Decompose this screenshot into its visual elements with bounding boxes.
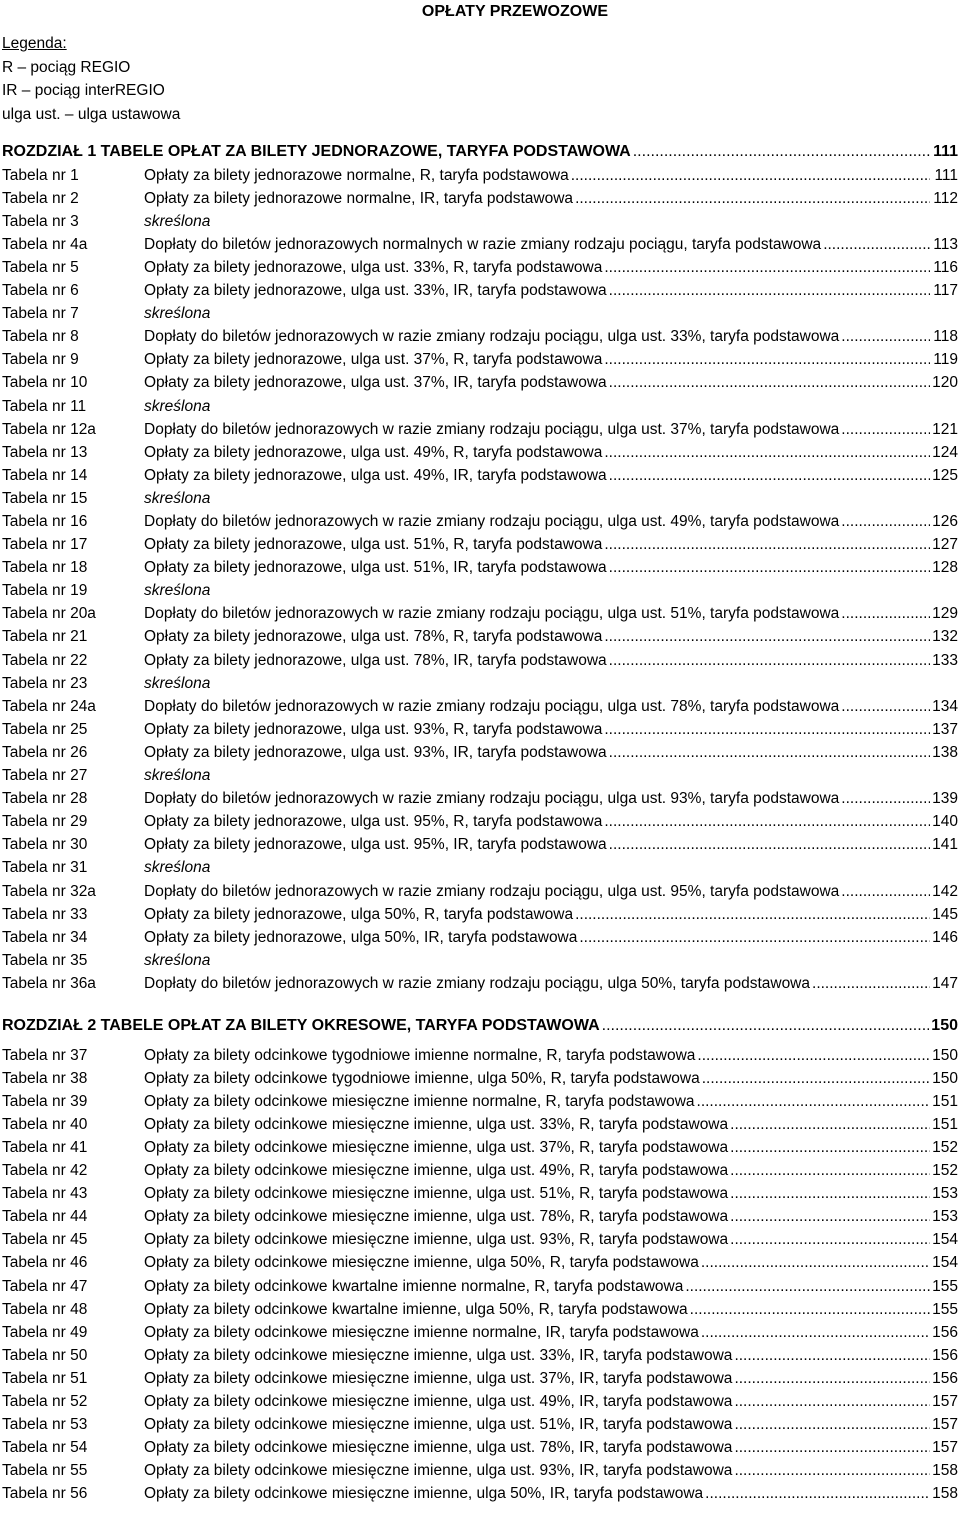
leader-dots — [730, 1231, 930, 1249]
table-page: 156 — [932, 1369, 958, 1387]
table-number: Tabela nr 40 — [2, 1115, 88, 1133]
table-description: Opłaty za bilety jednorazowe, ulga ust. 78%, R, taryfa podstawowa — [144, 628, 603, 646]
table-page: 153 — [932, 1185, 958, 1203]
toc-row[interactable] — [2, 421, 958, 444]
table-page: 139 — [932, 790, 958, 808]
chapter-page: 111 — [933, 143, 958, 160]
leader-dots — [604, 813, 930, 831]
table-number: Tabela nr 5 — [2, 258, 79, 276]
leader-dots — [730, 1116, 930, 1134]
table-number: Tabela nr 19 — [2, 582, 88, 600]
table-description: skreślona — [144, 397, 211, 415]
toc-row[interactable] — [2, 1278, 958, 1301]
table-page: 128 — [932, 559, 958, 577]
toc-row[interactable] — [2, 351, 958, 374]
table-description: Opłaty za bilety jednorazowe, ulga 50%, IR, taryfa podstawowa — [144, 928, 578, 946]
toc-row[interactable] — [2, 467, 958, 490]
table-number: Tabela nr 42 — [2, 1162, 88, 1180]
table-page: 111 — [934, 166, 958, 184]
table-description: Opłaty za bilety jednorazowe, ulga ust. 37%, R, taryfa podstawowa — [144, 351, 603, 369]
toc-row[interactable] — [2, 652, 958, 675]
leader-dots — [841, 605, 930, 623]
table-page: 151 — [932, 1115, 958, 1133]
table-page: 134 — [932, 697, 958, 715]
table-number: Tabela nr 56 — [2, 1485, 88, 1503]
leader-dots — [705, 1485, 930, 1503]
toc-row[interactable] — [2, 1070, 958, 1093]
table-number: Tabela nr 11 — [2, 397, 87, 415]
leader-dots — [609, 467, 930, 485]
table-description: Opłaty za bilety jednorazowe normalne, IR, taryfa podstawowa — [144, 189, 574, 207]
leader-dots — [730, 1162, 930, 1180]
table-description: skreślona — [144, 674, 211, 692]
table-description: skreślona — [144, 767, 211, 785]
toc-row[interactable] — [2, 1439, 958, 1462]
table-description: Opłaty za bilety odcinkowe kwartalne imienne, ulga 50%, R, taryfa podstawowa — [144, 1300, 688, 1318]
leader-dots — [841, 790, 930, 808]
chapter-title: ROZDZIAŁ 1 TABELE OPŁAT ZA BILETY JEDNORAZOWE, TARYFA PODSTAWOWA — [2, 143, 631, 160]
chapter-heading[interactable] — [2, 143, 958, 167]
table-description: Dopłaty do biletów jednorazowych w razie zmiany rodzaju pociągu, ulga ust. 95%, taryfa podstawowa — [144, 882, 840, 900]
toc-row[interactable] — [2, 374, 958, 397]
toc-row[interactable] — [2, 167, 958, 190]
toc-row[interactable] — [2, 628, 958, 651]
legend-heading: Legenda: — [2, 35, 67, 52]
toc-row[interactable] — [2, 559, 958, 582]
table-page: 129 — [932, 605, 958, 623]
toc-row[interactable] — [2, 698, 958, 721]
table-description: Dopłaty do biletów jednorazowych w razie zmiany rodzaju pociągu, ulga ust. 51%, taryfa podstawowa — [144, 605, 840, 623]
leader-dots — [734, 1347, 930, 1365]
toc-row — [2, 582, 958, 605]
table-number: Tabela nr 34 — [2, 928, 88, 946]
toc-row[interactable] — [2, 328, 958, 351]
table-number: Tabela nr 26 — [2, 743, 88, 761]
toc-row[interactable] — [2, 190, 958, 213]
table-number: Tabela nr 39 — [2, 1092, 88, 1110]
table-number: Tabela nr 8 — [2, 328, 79, 346]
table-number: Tabela nr 1 — [2, 166, 79, 184]
table-description: Opłaty za bilety odcinkowe miesięczne imienne, ulga ust. 78%, IR, taryfa podstawowa — [144, 1439, 733, 1457]
table-description: Opłaty za bilety jednorazowe, ulga ust. 93%, R, taryfa podstawowa — [144, 720, 603, 738]
toc-row[interactable] — [2, 1116, 958, 1139]
table-page: 133 — [932, 651, 958, 669]
table-number: Tabela nr 25 — [2, 720, 88, 738]
table-page: 145 — [932, 905, 958, 923]
table-description: Opłaty za bilety jednorazowe, ulga 50%, R, taryfa podstawowa — [144, 905, 574, 923]
table-description: Opłaty za bilety odcinkowe miesięczne imienne, ulga 50%, IR, taryfa podstawowa — [144, 1485, 704, 1503]
toc-row[interactable] — [2, 536, 958, 559]
table-description: Opłaty za bilety jednorazowe, ulga ust. 93%, IR, taryfa podstawowa — [144, 743, 607, 761]
table-number: Tabela nr 23 — [2, 674, 88, 692]
table-number: Tabela nr 54 — [2, 1439, 88, 1457]
table-page: 157 — [932, 1439, 958, 1457]
table-description: Opłaty za bilety odcinkowe miesięczne imienne, ulga ust. 93%, IR, taryfa podstawowa — [144, 1462, 733, 1480]
leader-dots — [841, 513, 930, 531]
table-page: 116 — [933, 258, 958, 276]
leader-dots — [609, 836, 930, 854]
table-number: Tabela nr 43 — [2, 1185, 88, 1203]
leader-dots — [841, 328, 930, 346]
toc-row[interactable] — [2, 836, 958, 859]
table-number: Tabela nr 22 — [2, 651, 88, 669]
toc-row[interactable] — [2, 1324, 958, 1347]
table-description: skreślona — [144, 305, 211, 323]
table-description: Opłaty za bilety odcinkowe miesięczne imienne, ulga ust. 33%, IR, taryfa podstawowa — [144, 1346, 733, 1364]
table-description: Opłaty za bilety odcinkowe tygodniowe imienne normalne, R, taryfa podstawowa — [144, 1046, 696, 1064]
leader-dots — [697, 1047, 930, 1065]
table-number: Tabela nr 47 — [2, 1277, 88, 1295]
table-description: Dopłaty do biletów jednorazowych w razie zmiany rodzaju pociągu, ulga 50%, taryfa podstawowa — [144, 974, 811, 992]
leader-dots — [604, 444, 930, 462]
toc-row[interactable] — [2, 721, 958, 744]
table-number: Tabela nr 31 — [2, 859, 88, 877]
table-page: 147 — [932, 974, 958, 992]
table-description: Opłaty za bilety jednorazowe, ulga ust. 51%, IR, taryfa podstawowa — [144, 559, 607, 577]
table-description: Dopłaty do biletów jednorazowych w razie zmiany rodzaju pociągu, ulga ust. 49%, taryfa podstawowa — [144, 513, 840, 530]
table-description: Opłaty za bilety jednorazowe, ulga ust. 95%, IR, taryfa podstawowa — [144, 836, 607, 854]
table-number: Tabela nr 44 — [2, 1208, 88, 1226]
table-description: Opłaty za bilety odcinkowe miesięczne imienne, ulga ust. 78%, R, taryfa podstawowa — [144, 1208, 729, 1226]
toc-row[interactable] — [2, 1093, 958, 1116]
table-page: 152 — [932, 1162, 958, 1180]
table-page: 117 — [933, 282, 958, 300]
table-number: Tabela nr 51 — [2, 1369, 88, 1387]
legend-item: ulga ust. – ulga ustawowa — [2, 105, 181, 123]
table-description: Opłaty za bilety odcinkowe miesięczne imienne, ulga ust. 49%, IR, taryfa podstawowa — [144, 1392, 733, 1410]
table-page: 127 — [932, 536, 958, 554]
leader-dots — [730, 1208, 930, 1226]
table-page: 146 — [932, 928, 958, 946]
table-number: Tabela nr 16 — [2, 513, 88, 530]
table-number: Tabela nr 46 — [2, 1254, 88, 1272]
table-number: Tabela nr 33 — [2, 905, 88, 923]
table-page: 138 — [932, 743, 958, 761]
table-page: 124 — [932, 443, 958, 461]
leader-dots — [841, 883, 930, 901]
toc-row — [2, 305, 958, 328]
toc-row[interactable] — [2, 975, 958, 998]
table-description: Opłaty za bilety jednorazowe, ulga ust. 78%, IR, taryfa podstawowa — [144, 651, 607, 669]
table-page: 132 — [932, 628, 958, 646]
table-page: 142 — [932, 882, 958, 900]
chapter-heading[interactable] — [2, 1017, 958, 1041]
table-page: 156 — [932, 1346, 958, 1364]
toc-row[interactable] — [2, 813, 958, 836]
table-description: Opłaty za bilety odcinkowe miesięczne imienne, ulga ust. 37%, IR, taryfa podstawowa — [144, 1369, 733, 1387]
table-description: Dopłaty do biletów jednorazowych w razie zmiany rodzaju pociągu, ulga ust. 37%, taryfa podstawowa — [144, 420, 840, 438]
table-description: Opłaty za bilety odcinkowe miesięczne imienne, ulga ust. 51%, IR, taryfa podstawowa — [144, 1416, 733, 1434]
table-page: 112 — [933, 189, 958, 207]
table-number: Tabela nr 53 — [2, 1416, 88, 1434]
leader-dots — [579, 929, 930, 947]
table-description: Dopłaty do biletów jednorazowych w razie zmiany rodzaju pociągu, ulga ust. 93%, taryfa podstawowa — [144, 790, 840, 808]
table-number: Tabela nr 38 — [2, 1069, 88, 1087]
leader-dots — [734, 1462, 930, 1480]
table-number: Tabela nr 2 — [2, 189, 79, 207]
table-number: Tabela nr 36a — [2, 974, 96, 992]
table-number: Tabela nr 50 — [2, 1346, 88, 1364]
table-description: skreślona — [144, 951, 211, 969]
table-description: Opłaty za bilety odcinkowe miesięczne imienne normalne, R, taryfa podstawowa — [144, 1092, 695, 1110]
table-description: Opłaty za bilety odcinkowe miesięczne imienne, ulga ust. 93%, R, taryfa podstawowa — [144, 1231, 729, 1249]
table-number: Tabela nr 7 — [2, 305, 79, 323]
legend — [2, 32, 180, 126]
leader-dots — [734, 1416, 930, 1434]
leader-dots — [604, 536, 930, 554]
leader-dots — [701, 1254, 930, 1272]
table-number: Tabela nr 20a — [2, 605, 96, 623]
table-page: 118 — [933, 328, 958, 346]
leader-dots — [604, 628, 930, 646]
leader-dots — [730, 1139, 930, 1157]
table-description: Dopłaty do biletów jednorazowych w razie zmiany rodzaju pociągu, ulga ust. 78%, taryfa podstawowa — [144, 697, 840, 715]
toc-row[interactable] — [2, 906, 958, 929]
toc-row[interactable] — [2, 1208, 958, 1231]
chapter-spacer — [2, 998, 958, 1017]
toc-row[interactable] — [2, 605, 958, 628]
table-number: Tabela nr 13 — [2, 443, 88, 461]
table-number: Tabela nr 28 — [2, 790, 88, 808]
toc-row — [2, 213, 958, 236]
table-page: 121 — [932, 420, 958, 438]
toc-row[interactable] — [2, 1485, 958, 1508]
table-description: Opłaty za bilety jednorazowe, ulga ust. 51%, R, taryfa podstawowa — [144, 536, 603, 554]
table-description: skreślona — [144, 859, 211, 877]
leader-dots — [571, 167, 930, 185]
table-number: Tabela nr 21 — [2, 628, 88, 646]
table-description: skreślona — [144, 489, 211, 507]
toc-row[interactable] — [2, 1162, 958, 1185]
toc-row[interactable] — [2, 513, 958, 536]
table-number: Tabela nr 48 — [2, 1300, 88, 1318]
table-page: 141 — [932, 836, 958, 854]
table-description: Opłaty za bilety odcinkowe miesięczne imienne, ulga ust. 51%, R, taryfa podstawowa — [144, 1185, 729, 1203]
toc-row — [2, 675, 958, 698]
toc-row[interactable] — [2, 929, 958, 952]
table-page: 119 — [933, 351, 958, 369]
legend-item: R – pociąg REGIO — [2, 58, 131, 76]
leader-dots — [604, 259, 930, 277]
table-page: 155 — [932, 1300, 958, 1318]
toc-row[interactable] — [2, 1370, 958, 1393]
toc-row[interactable] — [2, 259, 958, 282]
table-number: Tabela nr 29 — [2, 813, 88, 831]
table-number: Tabela nr 37 — [2, 1046, 88, 1064]
leader-dots — [575, 906, 930, 924]
table-number: Tabela nr 14 — [2, 466, 88, 484]
leader-dots — [604, 351, 930, 369]
table-number: Tabela nr 12a — [2, 420, 96, 438]
leader-dots — [701, 1324, 930, 1342]
table-page: 120 — [932, 374, 958, 392]
table-description: Opłaty za bilety odcinkowe miesięczne imienne, ulga ust. 37%, R, taryfa podstawowa — [144, 1138, 729, 1156]
leader-dots — [609, 652, 930, 670]
table-number: Tabela nr 24a — [2, 697, 96, 715]
table-description: Opłaty za bilety odcinkowe miesięczne imienne normalne, IR, taryfa podstawowa — [144, 1323, 699, 1341]
table-description: Opłaty za bilety odcinkowe miesięczne imienne, ulga ust. 33%, R, taryfa podstawowa — [144, 1115, 729, 1133]
table-number: Tabela nr 49 — [2, 1323, 88, 1341]
leader-dots — [633, 143, 930, 161]
table-number: Tabela nr 32a — [2, 882, 96, 900]
toc-row[interactable] — [2, 236, 958, 259]
table-number: Tabela nr 41 — [2, 1138, 88, 1156]
table-number: Tabela nr 3 — [2, 212, 79, 230]
leader-dots — [841, 421, 930, 439]
leader-dots — [730, 1185, 930, 1203]
leader-dots — [609, 374, 930, 392]
table-number: Tabela nr 9 — [2, 351, 79, 369]
toc-row[interactable] — [2, 1047, 958, 1070]
table-page: 126 — [932, 513, 958, 530]
leader-dots — [690, 1301, 930, 1319]
toc-row[interactable] — [2, 1231, 958, 1254]
table-number: Tabela nr 35 — [2, 951, 88, 969]
table-number: Tabela nr 17 — [2, 536, 88, 554]
page-title: OPŁATY PRZEWOZOWE — [421, 3, 608, 20]
table-number: Tabela nr 30 — [2, 836, 88, 854]
chapter-title: ROZDZIAŁ 2 TABELE OPŁAT ZA BILETY OKRESOWE, TARYFA PODSTAWOWA — [2, 1016, 600, 1034]
table-description: Opłaty za bilety jednorazowe, ulga ust. 49%, R, taryfa podstawowa — [144, 443, 603, 461]
table-description: Opłaty za bilety odcinkowe kwartalne imienne normalne, R, taryfa podstawowa — [144, 1277, 684, 1295]
leader-dots — [697, 1093, 930, 1111]
table-description: Opłaty za bilety odcinkowe miesięczne imienne, ulga ust. 49%, R, taryfa podstawowa — [144, 1162, 729, 1180]
toc-row[interactable] — [2, 444, 958, 467]
toc-row — [2, 859, 958, 882]
leader-dots — [812, 975, 930, 993]
toc-row[interactable] — [2, 1393, 958, 1416]
table-number: Tabela nr 10 — [2, 374, 88, 392]
table-page: 158 — [932, 1462, 958, 1480]
table-page: 155 — [932, 1277, 958, 1295]
leader-dots — [602, 1017, 930, 1035]
toc-row — [2, 398, 958, 421]
table-page: 140 — [932, 813, 958, 831]
table-page: 150 — [932, 1069, 958, 1087]
table-page: 150 — [932, 1046, 958, 1064]
leader-dots — [609, 282, 930, 300]
table-page: 152 — [932, 1138, 958, 1156]
table-description: Opłaty za bilety jednorazowe, ulga ust. 37%, IR, taryfa podstawowa — [144, 374, 607, 392]
leader-dots — [734, 1393, 930, 1411]
table-page: 157 — [932, 1392, 958, 1410]
table-description: Opłaty za bilety jednorazowe normalne, R, taryfa podstawowa — [144, 166, 569, 184]
table-number: Tabela nr 55 — [2, 1462, 88, 1480]
toc-row — [2, 767, 958, 790]
table-description: Opłaty za bilety jednorazowe, ulga ust. 33%, R, taryfa podstawowa — [144, 258, 603, 276]
table-number: Tabela nr 45 — [2, 1231, 88, 1249]
table-description: Opłaty za bilety odcinkowe tygodniowe imienne, ulga 50%, R, taryfa podstawowa — [144, 1069, 700, 1087]
table-number: Tabela nr 6 — [2, 282, 79, 300]
leader-dots — [734, 1439, 930, 1457]
table-description: skreślona — [144, 582, 211, 600]
toc-row[interactable] — [2, 1416, 958, 1439]
table-description: Opłaty za bilety jednorazowe, ulga ust. 49%, IR, taryfa podstawowa — [144, 466, 607, 484]
leader-dots — [609, 744, 930, 762]
toc-row — [2, 490, 958, 513]
leader-dots — [702, 1070, 930, 1088]
table-description: Opłaty za bilety odcinkowe miesięczne imienne, ulga 50%, R, taryfa podstawowa — [144, 1254, 699, 1272]
toc-row[interactable] — [2, 744, 958, 767]
table-page: 158 — [932, 1485, 958, 1503]
chapter-page: 150 — [931, 1016, 958, 1034]
table-description: Dopłaty do biletów jednorazowych normalnych w razie zmiany rodzaju pociągu, taryfa podstawowa — [144, 235, 822, 253]
table-number: Tabela nr 4a — [2, 235, 88, 253]
table-description: Opłaty za bilety jednorazowe, ulga ust. 95%, R, taryfa podstawowa — [144, 813, 603, 831]
table-number: Tabela nr 18 — [2, 559, 88, 577]
toc-row[interactable] — [2, 1462, 958, 1485]
table-page: 153 — [932, 1208, 958, 1226]
table-page: 156 — [932, 1323, 958, 1341]
table-page: 157 — [932, 1416, 958, 1434]
leader-dots — [575, 190, 930, 208]
table-page: 151 — [932, 1092, 958, 1110]
toc-row[interactable] — [2, 1139, 958, 1162]
leader-dots — [734, 1370, 930, 1388]
table-number: Tabela nr 27 — [2, 767, 88, 785]
leader-dots — [823, 236, 930, 254]
leader-dots — [604, 721, 930, 739]
table-of-contents — [2, 143, 958, 1508]
table-page: 154 — [932, 1231, 958, 1249]
toc-row — [2, 952, 958, 975]
toc-row[interactable] — [2, 790, 958, 813]
table-page: 125 — [932, 466, 958, 484]
toc-row[interactable] — [2, 1254, 958, 1277]
toc-row[interactable] — [2, 883, 958, 906]
table-description: Dopłaty do biletów jednorazowych w razie zmiany rodzaju pociągu, ulga ust. 33%, taryfa podstawowa — [144, 328, 840, 346]
toc-row[interactable] — [2, 1301, 958, 1324]
legend-item: IR – pociąg interREGIO — [2, 82, 165, 99]
table-description: skreślona — [144, 212, 211, 230]
table-number: Tabela nr 52 — [2, 1392, 88, 1410]
table-page: 113 — [933, 235, 958, 253]
table-page: 137 — [932, 720, 958, 738]
table-page: 154 — [932, 1254, 958, 1272]
table-description: Opłaty za bilety jednorazowe, ulga ust. 33%, IR, taryfa podstawowa — [144, 282, 607, 300]
toc-row[interactable] — [2, 1185, 958, 1208]
toc-row[interactable] — [2, 282, 958, 305]
toc-row[interactable] — [2, 1347, 958, 1370]
leader-dots — [609, 559, 930, 577]
table-number: Tabela nr 15 — [2, 489, 88, 507]
leader-dots — [841, 698, 930, 716]
leader-dots — [685, 1278, 930, 1296]
